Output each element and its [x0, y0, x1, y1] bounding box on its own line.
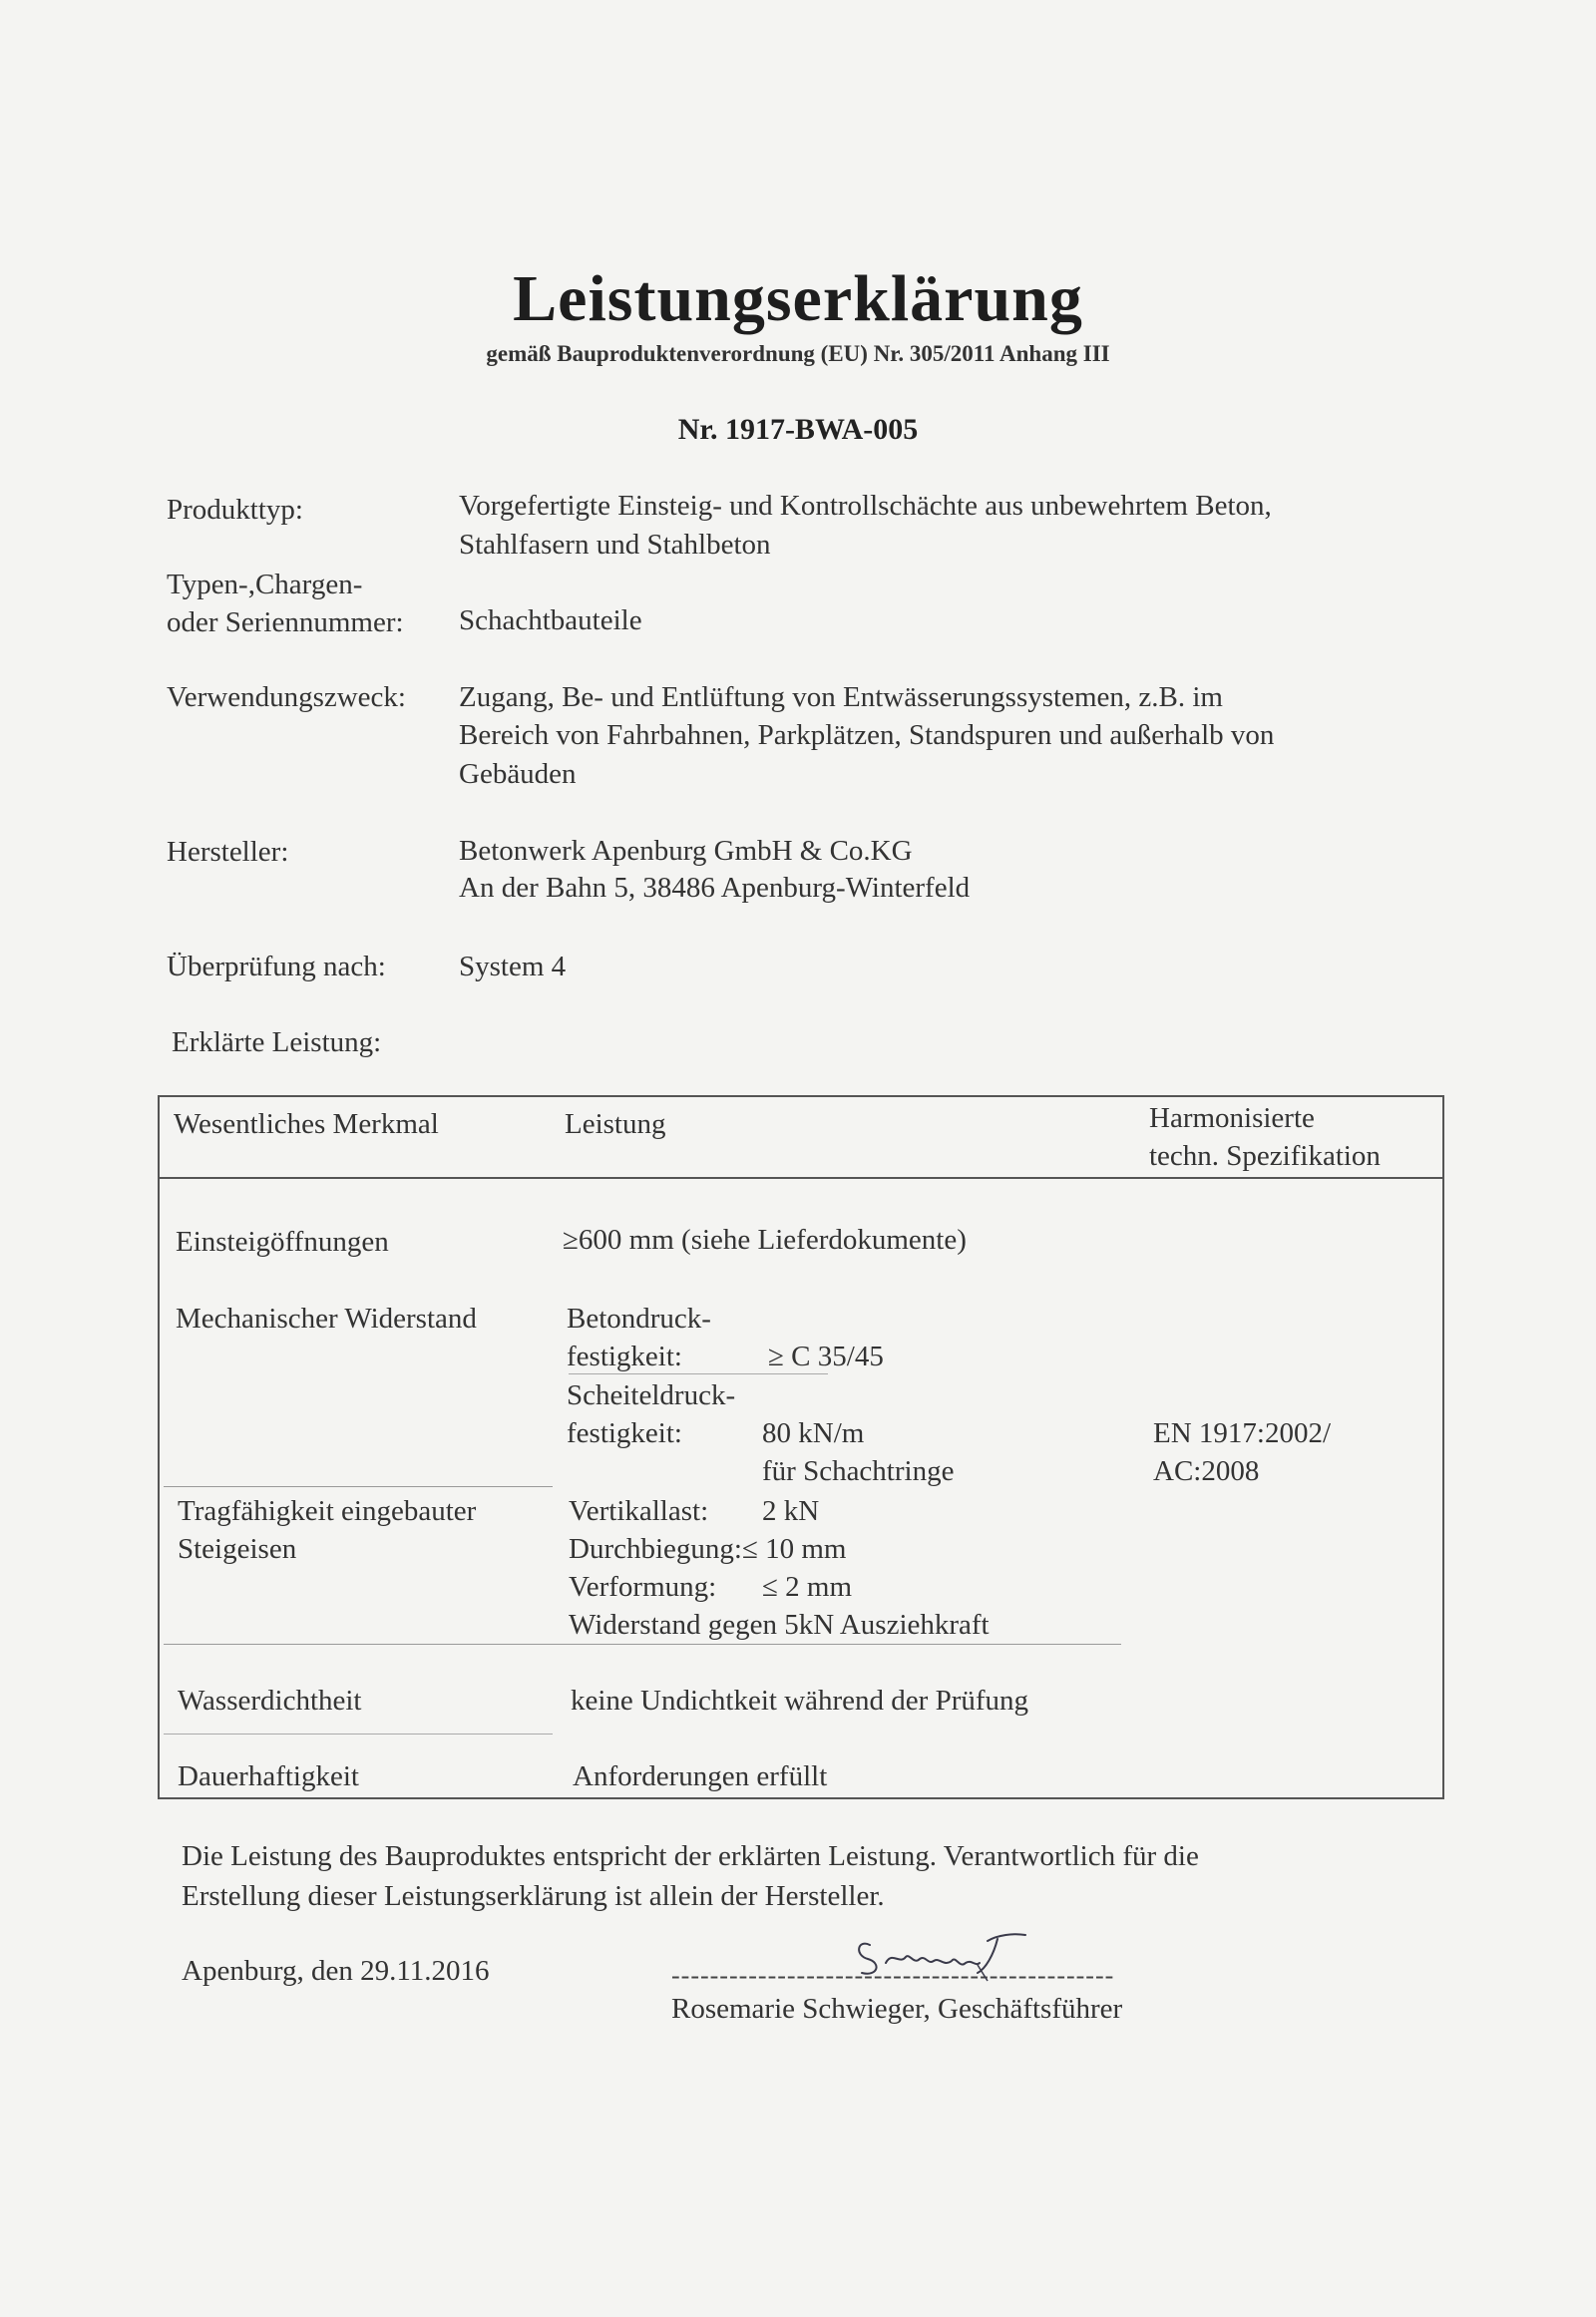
document-subtitle: gemäß Bauproduktenverordnung (EU) Nr. 305/2011 Anhang III: [486, 341, 1110, 366]
schachtringe-note: für Schachtringe: [762, 1455, 955, 1487]
betondruck-value: ≥ C 35/45: [768, 1341, 884, 1372]
header-leistung: Leistung: [565, 1108, 666, 1140]
einstieg-leistung: ≥600 mm (siehe Lieferdokumente): [563, 1224, 967, 1256]
wasser-merkmal: Wasserdichtheit: [178, 1685, 362, 1717]
festigkeit2-label: festigkeit:: [567, 1417, 682, 1449]
erklaerte-leistung-label: Erklärte Leistung:: [172, 1026, 382, 1058]
document-number: Nr. 1917-BWA-005: [677, 413, 919, 446]
handwritten-signature: [848, 1925, 1047, 1985]
verformung-value: ≤ 2 mm: [762, 1571, 853, 1603]
produkttyp-label: Produkttyp:: [167, 494, 303, 526]
verwendung-label: Verwendungszweck:: [167, 681, 406, 713]
footer-line1: Die Leistung des Bauproduktes entspricht der erklärten Leistung. Verantwortlich für die: [182, 1840, 1199, 1872]
tragfaehigkeit-merkmal-line2: Steigeisen: [178, 1533, 297, 1565]
dauer-leistung: Anforderungen erfüllt: [573, 1760, 828, 1792]
row-divider: [164, 1486, 553, 1487]
performance-table: [158, 1095, 1444, 1799]
verwendung-value-line3: Gebäuden: [459, 758, 577, 790]
vertikallast-label: Vertikallast:: [569, 1495, 709, 1527]
festigkeit1-label: festigkeit:: [567, 1341, 682, 1372]
signer-name: Rosemarie Schwieger, Geschäftsführer: [671, 1993, 1123, 2025]
place-date: Apenburg, den 29.11.2016: [182, 1955, 490, 1987]
mechanisch-merkmal: Mechanischer Widerstand: [176, 1303, 477, 1335]
verwendung-value-line2: Bereich von Fahrbahnen, Parkplätzen, Standspuren und außerhalb von: [459, 719, 1275, 751]
verwendung-value-line1: Zugang, Be- und Entlüftung von Entwässerungssystemen, z.B. im: [459, 681, 1223, 713]
typen-label-line1: Typen-,Chargen-: [167, 569, 363, 600]
typen-label-line2: oder Seriennummer:: [167, 606, 404, 638]
scheiteldruck-label: Scheiteldruck-: [567, 1379, 736, 1411]
typen-value: Schachtbauteile: [459, 604, 642, 636]
row-divider: [164, 1734, 553, 1735]
scheiteldruck-value: 80 kN/m: [762, 1417, 865, 1449]
wasser-leistung: keine Undichtkeit während der Prüfung: [571, 1685, 1029, 1717]
document-title: Leistungserklärung: [513, 262, 1083, 335]
widerstand-text: Widerstand gegen 5kN Ausziehkraft: [569, 1609, 990, 1641]
footer-statement: [182, 1836, 1428, 1916]
hersteller-label: Hersteller:: [167, 836, 289, 868]
header-spezifikation-line1: Harmonisierte: [1149, 1102, 1315, 1134]
betondruck-label: Betondruck-: [567, 1303, 711, 1335]
spezifikation-line2: AC:2008: [1153, 1455, 1260, 1487]
pruefung-label: Überprüfung nach:: [167, 951, 386, 982]
footer-line2: Erstellung dieser Leistungserklärung ist allein der Hersteller.: [182, 1880, 885, 1912]
header-merkmal: Wesentliches Merkmal: [174, 1108, 439, 1140]
table-header-divider: [160, 1177, 1442, 1179]
hersteller-value-line2: An der Bahn 5, 38486 Apenburg-Winterfeld: [459, 872, 971, 904]
durchbiegung-text: Durchbiegung:≤ 10 mm: [569, 1533, 847, 1565]
spezifikation-line1: EN 1917:2002/: [1153, 1417, 1332, 1449]
vertikallast-value: 2 kN: [762, 1495, 820, 1527]
produkttyp-value-line2: Stahlfasern und Stahlbeton: [459, 529, 771, 561]
einstieg-merkmal: Einsteigöffnungen: [176, 1226, 389, 1258]
tragfaehigkeit-merkmal-line1: Tragfähigkeit eingebauter: [178, 1495, 477, 1527]
pruefung-value: System 4: [459, 951, 567, 982]
verformung-label: Verformung:: [569, 1571, 717, 1603]
dauer-merkmal: Dauerhaftigkeit: [178, 1760, 359, 1792]
header-spezifikation-line2: techn. Spezifikation: [1149, 1140, 1381, 1172]
produkttyp-value-line1: Vorgefertigte Einsteig- und Kontrollschächte aus unbewehrtem Beton,: [459, 490, 1272, 522]
hersteller-value-line1: Betonwerk Apenburg GmbH & Co.KG: [459, 835, 913, 867]
signature-line: ----------------------------------------------: [671, 1961, 1115, 1990]
